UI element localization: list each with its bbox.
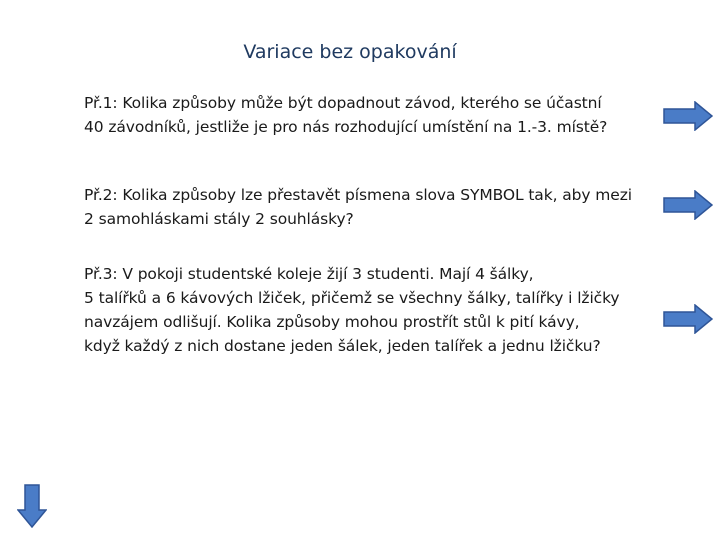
slide-title: Variace bez opakování: [243, 41, 457, 63]
arrow-down-icon[interactable]: [17, 484, 47, 528]
example-1-arrow-right-icon[interactable]: [663, 101, 713, 131]
example-1-text: Př.1: Kolika způsoby může být dopadnout závod, kterého se účastní 40 závodníků, jestliže je pro nás rozhodující umístění na 1.-3. místě?: [84, 94, 608, 136]
example-3-arrow-right-icon[interactable]: [663, 304, 713, 334]
example-2-arrow-right-icon[interactable]: [663, 190, 713, 220]
example-2-text: Př.2: Kolika způsoby lze přestavět písmena slova SYMBOL tak, aby mezi 2 samohláskami stály 2 souhlásky?: [84, 186, 632, 228]
example-3-text: Př.3: V pokoji studentské koleje žijí 3 studenti. Mají 4 šálky, 5 talířků a 6 kávových lžiček, přičemž se všechny šálky, talířky i lžičky navzájem odlišují. Kolika způsoby mohou prostřít stůl k pití kávy, když každý z nich dostane jeden šálek, jeden talířek a jednu lžičku?: [84, 265, 620, 355]
